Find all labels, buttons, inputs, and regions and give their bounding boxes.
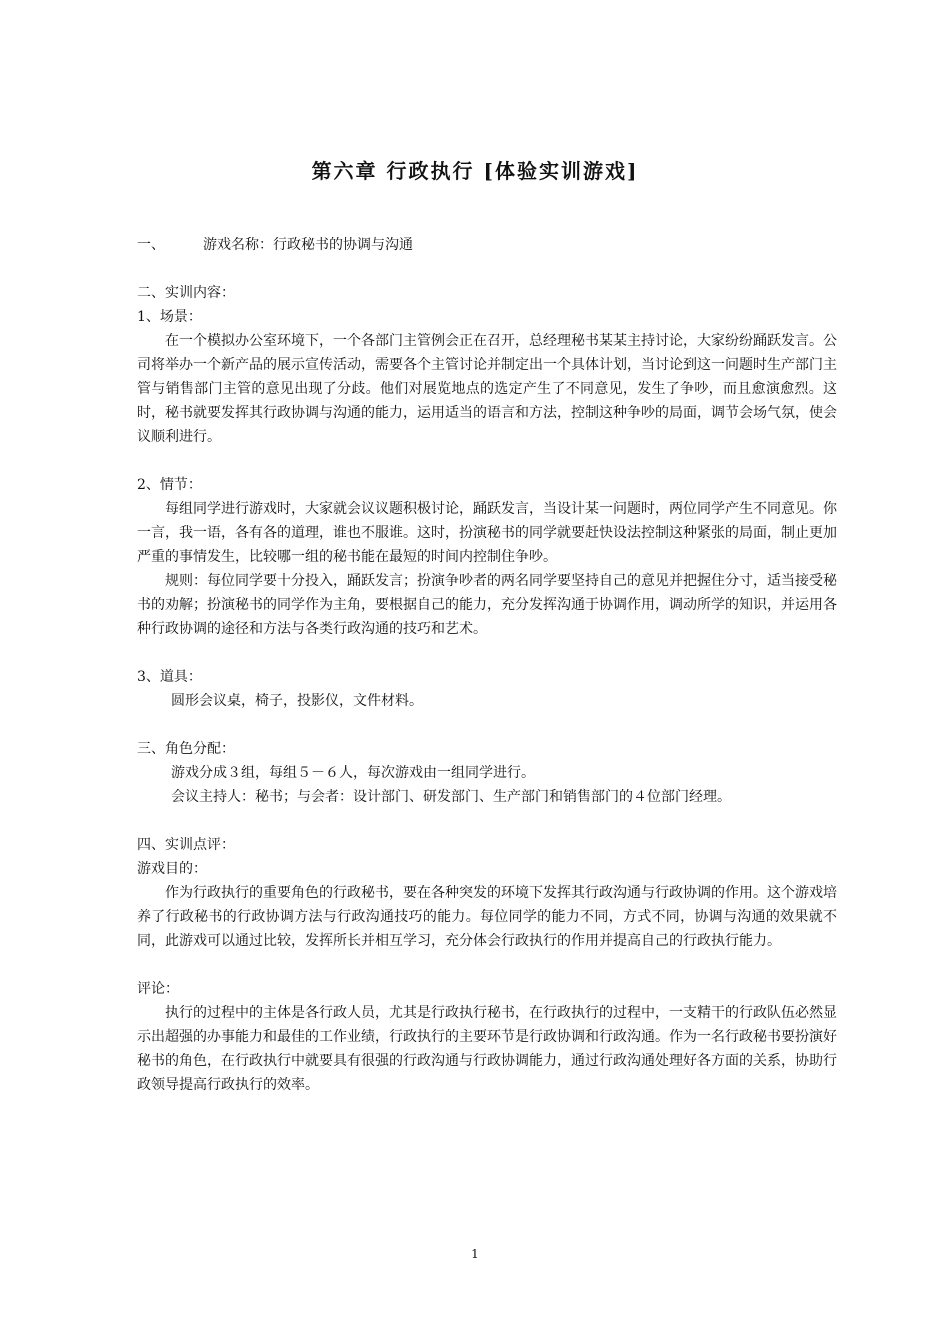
section-heading-review: 四、实训点评： xyxy=(137,837,235,853)
section-game-name xyxy=(137,233,837,257)
subheading-comment: 评论： xyxy=(137,981,179,997)
subheading-purpose: 游戏目的： xyxy=(137,861,207,877)
paragraph-scene: 在一个模拟办公室环境下，一个各部门主管例会正在召开，总经理秘书某某主持讨论，大家纷纷踊跃发言。公司将举办一个新产品的展示宣传活动，需要各个主管讨论并制定出一个具体计划，当讨论到这一问题时生产部门主管与销售部门主管的意见出现了分歧。他们对展览地点的选定产生了不同意见，发生了争吵，而且愈演愈烈。这时，秘书就要发挥其行政协调与沟通的能力，运用适当的语言和方法，控制这种争吵的局面，调节会场气氛，使会议顺利进行。 xyxy=(137,333,837,445)
paragraph-comment: 执行的过程中的主体是各行政人员，尤其是行政执行秘书，在行政执行的过程中，一支精干的行政队伍必然显示出超强的办事能力和最佳的工作业绩，行政执行的主要环节是行政协调和行政沟通。作为一名行政秘书要扮演好秘书的角色，在行政执行中就要具有很强的行政沟通与行政协调能力，通过行政沟通处理好各方面的关系，协助行政领导提高行政执行的效率。 xyxy=(137,1005,837,1093)
spacer xyxy=(137,257,837,281)
subheading-scene: 1、场景： xyxy=(137,309,202,325)
section-number: 一、 xyxy=(137,237,165,253)
subheading-plot: 2、情节： xyxy=(137,477,202,493)
paragraph-rules: 规则：每位同学要十分投入，踊跃发言；扮演争吵者的两名同学要坚持自己的意见并把握住分寸，适当接受秘书的劝解；扮演秘书的同学作为主角，要根据自己的能力，充分发挥沟通于协调作用，调动所学的知识，并运用各种行政协调的途径和方法与各类行政沟通的技巧和艺术。 xyxy=(137,573,837,637)
document-body xyxy=(137,233,837,1097)
spacer xyxy=(137,449,837,473)
roles-line-groups: 游戏分成３组，每组５－６人，每次游戏由一组同学进行。 xyxy=(171,765,535,781)
chapter-title: 第六章 行政执行 [体验实训游戏] xyxy=(311,159,639,183)
game-name-text: 游戏名称：行政秘书的协调与沟通 xyxy=(203,237,413,253)
page-number: 1 xyxy=(471,1247,479,1261)
spacer xyxy=(137,809,837,833)
spacer xyxy=(137,713,837,737)
subheading-props: 3、道具： xyxy=(137,669,202,685)
section-heading-roles: 三、角色分配： xyxy=(137,741,235,757)
spacer xyxy=(137,641,837,665)
paragraph-purpose: 作为行政执行的重要角色的行政秘书，要在各种突发的环境下发挥其行政沟通与行政协调的作用。这个游戏培养了行政秘书的行政协调方法与行政沟通技巧的能力。每位同学的能力不同，方式不同，协调与沟通的效果就不同，此游戏可以通过比较，发挥所长并相互学习，充分体会行政执行的作用并提高自己的行政执行能力。 xyxy=(137,885,837,949)
spacer xyxy=(137,953,837,977)
section-heading-training-content: 二、实训内容： xyxy=(137,285,235,301)
paragraph-props: 圆形会议桌，椅子，投影仪，文件材料。 xyxy=(171,693,423,709)
paragraph-plot: 每组同学进行游戏时，大家就会议议题积极讨论，踊跃发言，当设计某一问题时，两位同学产生不同意见。你一言，我一语，各有各的道理，谁也不服谁。这时，扮演秘书的同学就要赶快设法控制这种紧张的局面，制止更加严重的事情发生，比较哪一组的秘书能在最短的时间内控制住争吵。 xyxy=(137,501,837,565)
roles-line-participants: 会议主持人：秘书；与会者：设计部门、研发部门、生产部门和销售部门的４位部门经理。 xyxy=(171,789,731,805)
